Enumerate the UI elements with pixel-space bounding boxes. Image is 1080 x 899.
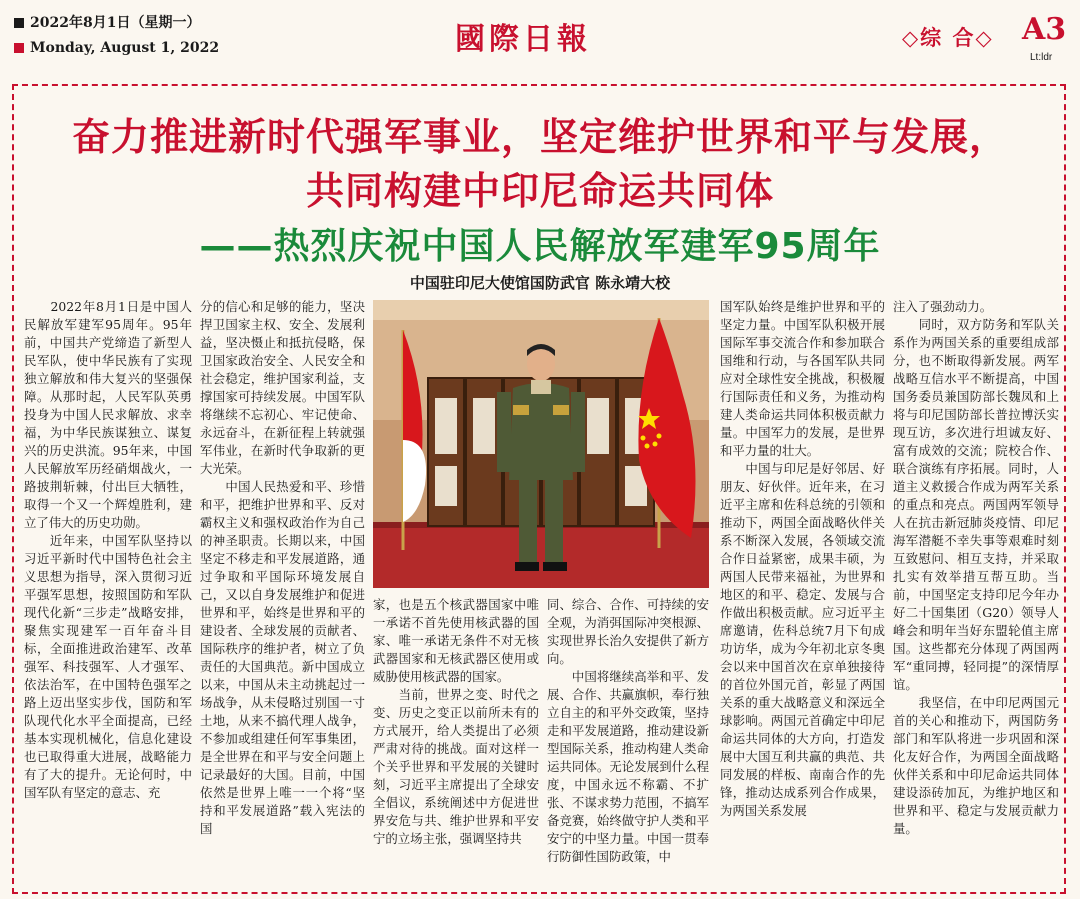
date-en-text: Monday, August 1, 2022: [30, 40, 220, 56]
officer-photo: [373, 300, 709, 588]
newspaper-name: 國際日報: [455, 22, 591, 57]
page-number: A3: [1022, 12, 1067, 47]
article-column-3: [373, 596, 539, 880]
column-6-text: 注入了强劲动力。 同时，双方防务和军队关系作为两国关系的重要组成部分，也不断取得新发展。两军战略互信水平不断提高，中国国务委员兼国防部长魏凤和上将与印尼国防部长普拉博沃实现互访，多次进行坦诚友好、富有成效的交流；院校合作、联合演练有序拓展。同时，人道主义救援合作成为两军关系的重点和亮点。两国两军领导人在抗击新冠肺炎疫情、印尼海军潜艇不幸失事等艰难时刻互致慰问、相互支持，并采取扎实有效举措互帮互助。当前，中国坚定支持印尼今年办好二十国集团（G20）领导人峰会和明年当好东盟轮值主席国。这些都充分体现了两国两军“重同搏，轻同提”的深情厚谊。 我坚信，在中印尼两国元首的关心和推动下，两国防务部门和军队将进一步巩固和深化友好合作，为两国全面战略伙伴关系和中印尼命运共同体建设添砖加瓦，为维护地区和世界和平、稳定与发展贡献力量。: [893, 299, 1059, 836]
column-1-text: 2022年8月1日是中国人民解放军建军95周年。95年前，中国共产党缔造了新型人民军队，使中华民族有了实现独立解放和伟大复兴的坚强保障。从那时起，人民军队英勇投身为中国人民求解放、求幸福，为中华民族谋独立、谋复兴的历史洪流。95年来，中国人民解放军历经硝烟战火，一路披荆斩棘，付出巨大牺牲，取得一个又一个辉煌胜利，建立了伟大的历史功勋。 近年来，中国军队坚持以习近平新时代中国特色社会主义思想为指导，深入贯彻习近平强军思想，按照国防和军队现代化新“三步走”战略安排，聚焦实现建军一百年奋斗目标，全面推进政治建军、改革强军、科技强军、人才强军、依法治军，在中国特色强军之路上迈出坚实步伐，国防和军队现代化水平全面提高，已经基本实现机械化，信息化建设也已取得重大进展，战略能力有了大的提升。无论何时，中国军队有坚定的意志、充: [24, 299, 192, 800]
article-column-5: [720, 298, 885, 880]
section-label: ◇综 合◇: [902, 25, 994, 50]
article-column-6: [893, 298, 1059, 880]
column-2-text: 分的信心和足够的能力，坚决捍卫国家主权、安全、发展利益，坚决慑止和抵抗侵略，保卫国家政治安全、人民安全和社会稳定，维护国家利益，支撑国家可持续发展。中国军队将继续不忘初心、牢记使命、永远奋斗，在新征程上转就强军伟业，在新时代争取新的更大光荣。 中国人民热爱和平、珍惜和平，把维护世界和平、反对霸权主义和强权政治作为自己的神圣职责。长期以来，中国坚定不移走和平发展道路，通过争取和平国际环境发展自己，又以自身发展维护和促进世界和平，始终是世界和平的建设者、全球发展的贡献者、国际秩序的维护者，树立了负责任的大国典范。新中国成立以来，中国从未主动挑起过一场战争，从未侵略过别国一寸土地，从来不搞代理人战争，不参加或组建任何军事集团，是全世界在和平与安全问题上记录最好的大国。目前，中国依然是世界上唯一一个将“坚持和平发展道路”载入宪法的国: [200, 299, 365, 836]
black-square-icon: [14, 18, 24, 28]
column-5-text: 国军队始终是维护世界和平的坚定力量。中国军队积极开展国际军事交流合作和参加联合国维和行动，与各国军队共同应对全球性安全挑战，积极履行国际责任和义务，为推动构建人类命运共同体积极贡献力量。中国军力的发展，是世界和平力量的壮大。 中国与印尼是好邻居、好朋友、好伙伴。近年来，在习近平主席和佐科总统的引领和推动下，两国全面战略伙伴关系不断深入发展，各领域交流合作日益紧密，成果丰硕，为两国人民带来福祉，为世界和地区的和平、稳定、发展与合作做出积极贡献。应习近平主席邀请，佐科总统7月下旬成功访华，成为今年初北京冬奥会以来中国首次在京单独接待的首位外国元首，彰显了两国关系的重大战略意义和深远全球影响。两国元首确定中印尼命运共同体的大方向，打造发展中大国互利共赢的典范、共同发展的样板、南南合作的先锋，推动达成系列合作成果，为两国关系发展: [720, 299, 885, 818]
headline-line-1: 奋力推进新时代强军事业，坚定维护世界和平与发展，: [71, 115, 1008, 159]
date-chinese: [14, 12, 200, 32]
headline-line-2: 共同构建中印尼命运共同体: [305, 169, 774, 213]
column-4-text: 同、综合、合作、可持续的安全观，为消弭国际冲突根源、实现世界长治久安提供了新方向。 中国将继续高举和平、发展、合作、共赢旗帜，奉行独立自主的和平外交政策，坚持走和平发展道路，推动建设新型国际关系，推动构建人类命运共同体。无论发展到什么程度，中国永远不称霸、不扩张、不谋求势力范围，不搞军备竞赛，始终做守护人类和平安宁的中坚力量。中国一贯奉行防御性国防政策，中: [547, 597, 709, 864]
edition-code: Lt:ldr: [1030, 52, 1053, 63]
byline: 中国驻印尼大使馆国防武官 陈永靖大校: [409, 274, 671, 292]
article-column-2: [200, 298, 365, 880]
article-column-4: [547, 596, 709, 880]
subheadline: ——热烈庆祝中国人民解放军建军95周年: [199, 226, 881, 267]
article-column-1: [24, 298, 192, 880]
date-english: [14, 40, 219, 56]
date-cn-text: 2022年8月1日（星期一）: [30, 15, 201, 31]
column-3-text: 家，也是五个核武器国家中唯一承诺不首先使用核武器的国家、唯一承诺无条件不对无核武器国家和无核武器区使用或威胁使用核武器的国家。 当前，世界之变、时代之变、历史之变正以前所未有的方式展开，给人类提出了必须严肃对待的挑战。面对这样一个关乎世界和平发展的关键时刻，习近平主席提出了全球安全倡议，系统阐述中方促进世界安危与共、维护世界和平安宁的立场主张，强调坚持共: [373, 597, 539, 846]
officer-portrait-illustration: [373, 300, 709, 588]
masthead: [0, 0, 1080, 70]
red-square-icon: [14, 43, 24, 53]
